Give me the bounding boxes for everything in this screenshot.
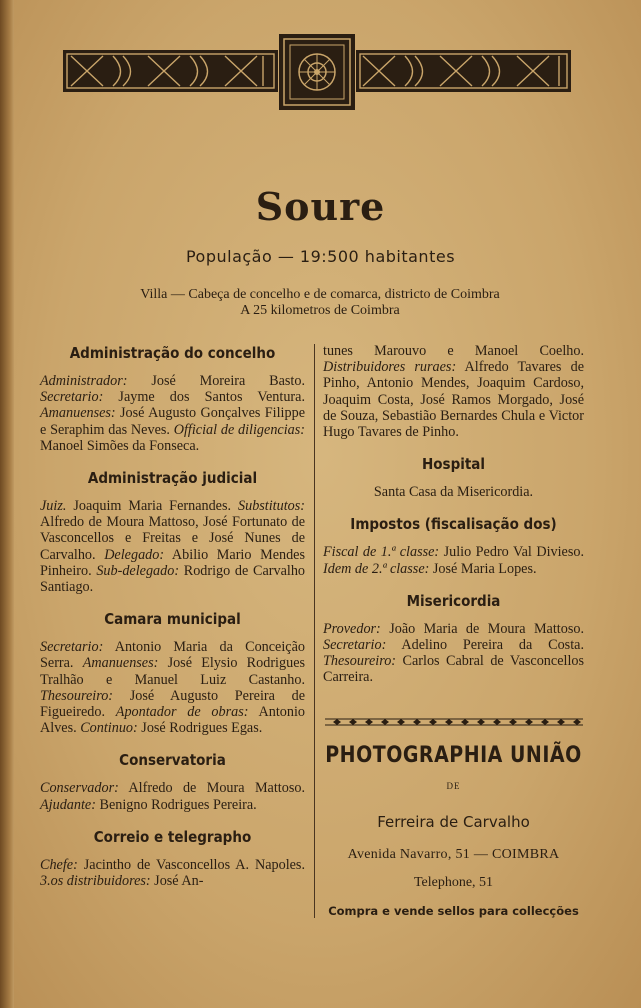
column-divider xyxy=(314,344,315,918)
villa-description xyxy=(60,287,580,319)
decorative-rule xyxy=(325,715,583,727)
section-body-camara-municipal: Secretario: Antonio Maria da Conceição Serra. Amanuenses: José Elysio Rodrigues Tralhão e Manuel Luiz Castanho. Thesoureiro: José Augusto Pereira de Figueiredo. Apontador de obras: Antonio Alves. Continuo: José Rodrigues Egas. xyxy=(40,639,306,737)
section-heading-camara-municipal: Camara municipal xyxy=(104,610,241,629)
section-heading-correio-telegrapho: Correio e telegrapho xyxy=(93,827,252,846)
section-body-correio-continued: tunes Marouvo e Manoel Coelho. Distribuidores ruraes: Alfredo Tavares de Pinho, Antonio Mendes, Joaquim Cardoso, Joaquim Costa, José Ramos Morgado, José de Souza, Sebastião Bernardes Chula e Victor Hugo Tavares de Pinho. xyxy=(323,343,584,441)
advert-stamps-line: Compra e vende sellos para collecções xyxy=(328,904,579,918)
section-body-correio-telegrapho: Chefe: Jacintho de Vasconcellos A. Napoles. 3.os distribuidores: José An- xyxy=(40,856,305,890)
villa-line-1: Villa — Cabeça de concelho e de comarca, districto de Coimbra xyxy=(140,287,500,302)
section-heading-impostos: Impostos (fiscalisação dos) xyxy=(350,515,557,534)
advert-title: PHOTOGRAPHIA UNIÃO xyxy=(325,742,582,768)
section-heading-conservatoria: Conservatoria xyxy=(119,751,226,770)
section-heading-misericordia: Misericordia xyxy=(406,591,501,610)
section-body-conservatoria: Conservador: Alfredo de Moura Mattoso. Ajudante: Benigno Rodrigues Pereira. xyxy=(40,780,305,813)
right-column xyxy=(323,343,584,686)
decorative-header-ornament xyxy=(63,32,571,112)
advert-address: Avenida Navarro, 51 — COIMBRA xyxy=(347,847,560,862)
section-body-hospital: Santa Casa da Misericordia. xyxy=(373,484,534,501)
left-column xyxy=(40,343,305,889)
section-body-misericordia: Provedor: João Maria de Moura Mattoso. Secretario: Adelino Pereira da Costa. Thesoureiro: Carlos Cabral de Vasconcellos Carreira. xyxy=(323,620,584,686)
section-heading-hospital: Hospital xyxy=(421,455,486,474)
page-title: Soure xyxy=(255,184,386,229)
population-line: População — 19:500 habitantes xyxy=(185,247,456,266)
advert-phone: Telephone, 51 xyxy=(413,875,494,890)
advert-name: Ferreira de Carvalho xyxy=(377,813,530,831)
section-heading-administracao-concelho: Administração do concelho xyxy=(69,344,276,362)
advert-de: DE xyxy=(446,781,461,791)
book-binding-edge xyxy=(0,0,14,1008)
section-heading-administracao-judicial: Administração judicial xyxy=(87,469,258,488)
section-body-administracao-concelho: Administrador: José Moreira Basto. Secretario: Jayme dos Santos Ventura. Amanuenses: José Augusto Gonçalves Filippe e Seraphim das Neves. Official de diligencias: Manoel Simões da Fonseca. xyxy=(40,373,305,454)
section-body-impostos: Fiscal de 1.ª classe: Julio Pedro Val Divieso. Idem de 2.ª classe: José Maria Lopes. xyxy=(323,544,585,577)
section-body-administracao-judicial: Juiz. Joaquim Maria Fernandes. Substitutos: Alfredo de Moura Mattoso, José Fortunato de Vasconcellos e Freitas e José Nunes de Carvalho. Delegado: Abilio Mario Mendes Pinheiro. Sub-delegado: Rodrigo de Carvalho Santiago. xyxy=(40,498,306,596)
villa-line-2: A 25 kilometros de Coimbra xyxy=(240,303,400,318)
